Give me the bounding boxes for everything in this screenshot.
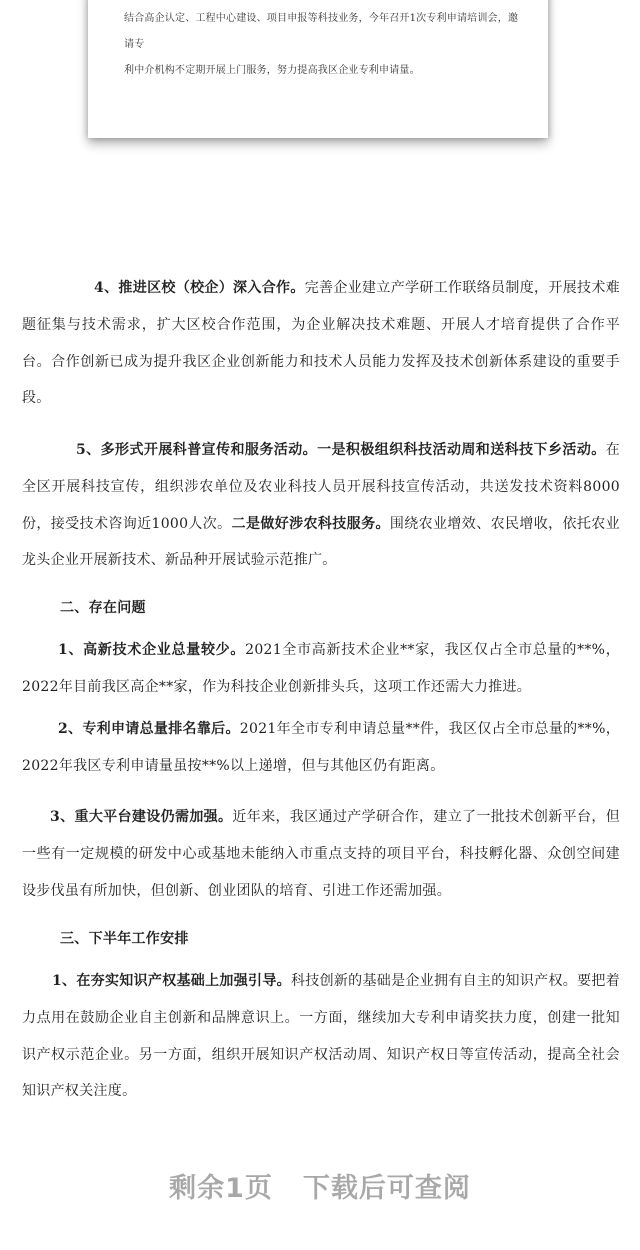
item5-body1: 在全区开展科技宣传，组织涉农单位及农业科技人员开展科技宣传活动，共送发技术资料8000份，接受技术咨询近1000人次。: [22, 442, 620, 532]
item5-body2: 围绕农业增效、农民增收，依托农业龙头企业开展新技术、新品种开展试验示范推广。: [22, 515, 620, 569]
paragraph-item4: [22, 270, 620, 417]
paragraph-problem2: [22, 711, 620, 785]
section-title-problems: 二、存在问题: [60, 600, 146, 616]
problem3-heading: 3、重大平台建设仍需加强。: [50, 809, 233, 825]
remaining-pages-label: 剩余1页: [169, 1173, 273, 1204]
paragraph-problem1: [22, 632, 620, 706]
section-title-plan: 三、下半年工作安排: [60, 931, 189, 947]
item4-body: 完善企业建立产学研工作联络员制度，开展技术难题征集与技术需求，扩大区校合作范围，为企业解决技术难题、开展人才培育提供了合作平台。合作创新已成为提升我区企业创新能力和技术人员能力发挥及技术创新体系建设的重要手段。: [22, 280, 620, 407]
problem2-heading: 2、专利申请总量排名靠后。: [58, 721, 240, 737]
problem3-body: 近年来，我区通过产学研合作，建立了一批技术创新平台，但一些有一定规模的研发中心或基地未能纳入市重点支持的项目平台，科技孵化器、众创空间建设步伐虽有所加快，但创新、创业团队的培育、引进工作还需加强。: [22, 809, 620, 899]
download-to-view-label: 下载后可查阅: [302, 1173, 471, 1204]
previous-page-text: [124, 6, 524, 84]
download-prompt[interactable]: [0, 1166, 640, 1205]
problem1-heading: 1、高新技术企业总量较少。: [58, 642, 246, 658]
plan1-body: 科技创新的基础是企业拥有自主的知识产权。要把着力点用在鼓励企业自主创新和品牌意识上。一方面，继续加大专利申请奖扶力度，创建一批知识产权示范企业。另一方面，组织开展知识产权活动周、知识产权日等宣传活动，提高全社会知识产权关注度。: [22, 973, 620, 1100]
paragraph-problem3: [22, 799, 620, 909]
paragraph-plan1: [22, 963, 620, 1110]
item5-bold2: 二是做好涉农科技服务。: [231, 515, 390, 532]
problem1-body: 2021全市高新技术企业**家，我区仅占全市总量的**%，2022年目前我区高企**家，作为科技企业创新排头兵，这项工作还需大力推进。: [22, 642, 620, 695]
paragraph-item5: [22, 432, 620, 579]
plan1-heading: 1、在夯实知识产权基础上加强引导。: [52, 973, 291, 989]
card-line: 利中介机构不定期开展上门服务，努力提高我区企业专利申请量。: [124, 65, 420, 76]
card-line: 结合高企认定、工程中心建设、项目申报等科技业务，今年召开1次专利申请培训会，邀请专: [124, 13, 519, 50]
item4-heading: 4、推进区校（校企）深入合作。: [94, 280, 305, 296]
problem2-body: 2021年全市专利申请总量**件，我区仅占全市总量的**%，2022年我区专利申请量虽按**%以上递增，但与其他区仍有距离。: [22, 721, 620, 774]
item5-heading: 5、多形式开展科普宣传和服务活动。一是积极组织科技活动周和送科技下乡活动。: [76, 442, 606, 458]
